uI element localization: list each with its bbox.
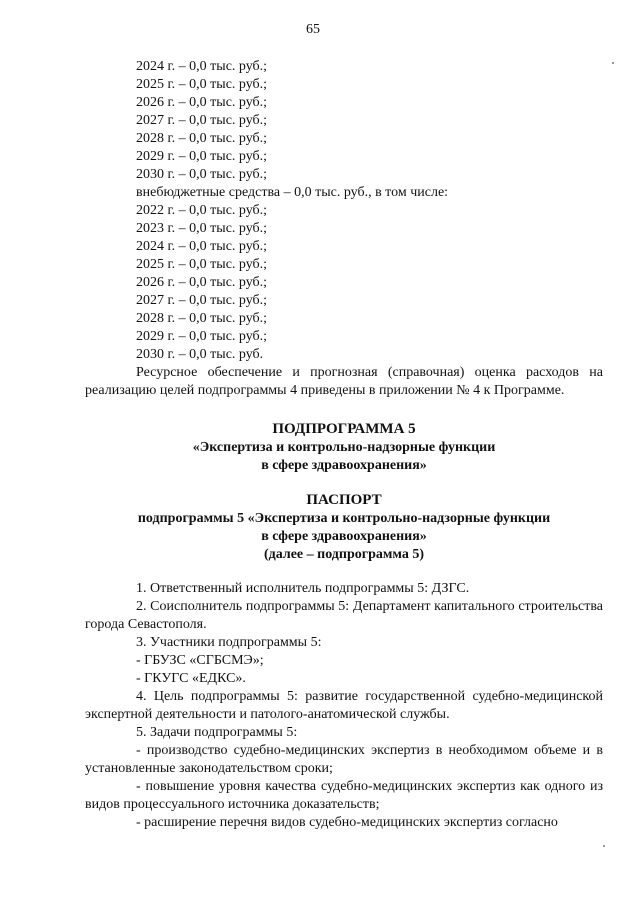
budget-line: 2023 г. – 0,0 тыс. руб.;	[136, 221, 268, 236]
subprogram-name-line: «Экспертиза и контрольно-надзорные функции	[192, 440, 496, 455]
passport-subtitle-line: в сфере здравоохранения»	[261, 529, 427, 544]
item-tasks: 5. Задачи подпрограммы 5:	[136, 725, 298, 740]
passport-title: ПАСПОРТ	[306, 492, 382, 508]
participant: - ГКУГС «ЕДКС».	[136, 671, 246, 686]
task: - производство судебно-медицинских экспертиз в необходимом объеме и в установленные законодательством сроки;	[85, 743, 603, 776]
resource-paragraph: Ресурсное обеспечение и прогнозная (справочная) оценка расходов на реализацию целей подпрограммы 4 приведены в приложении № 4 к Программе.	[85, 365, 603, 398]
scan-speck	[612, 62, 614, 64]
budget-line: 2029 г. – 0,0 тыс. руб.;	[136, 149, 268, 164]
budget-line: 2027 г. – 0,0 тыс. руб.;	[136, 293, 268, 308]
budget-line: 2030 г. – 0,0 тыс. руб.	[136, 347, 264, 362]
passport-heading	[85, 491, 603, 564]
passport-items	[85, 580, 603, 832]
task: - расширение перечня видов судебно-медицинских экспертиз согласно	[136, 815, 558, 830]
budget-line: 2028 г. – 0,0 тыс. руб.;	[136, 131, 268, 146]
participant: - ГБУЗС «СГБСМЭ»;	[136, 653, 264, 668]
page-content	[85, 58, 603, 832]
budget-list-top	[85, 58, 603, 184]
budget-list-extra	[85, 202, 603, 364]
budget-line: 2025 г. – 0,0 тыс. руб.;	[136, 77, 268, 92]
budget-line: 2030 г. – 0,0 тыс. руб.;	[136, 167, 268, 182]
budget-line: 2029 г. – 0,0 тыс. руб.;	[136, 329, 268, 344]
task: - повышение уровня качества судебно-медицинских экспертиз как одного из видов процессуального источника доказательств;	[85, 779, 603, 812]
subprogram-name-line: в сфере здравоохранения»	[261, 458, 427, 473]
item-participants: 3. Участники подпрограммы 5:	[136, 635, 322, 650]
budget-line: 2028 г. – 0,0 тыс. руб.;	[136, 311, 268, 326]
budget-line: 2026 г. – 0,0 тыс. руб.;	[136, 275, 268, 290]
extrabudget-heading: внебюджетные средства – 0,0 тыс. руб., в том числе:	[136, 185, 449, 200]
budget-line: 2026 г. – 0,0 тыс. руб.;	[136, 95, 268, 110]
budget-line: 2022 г. – 0,0 тыс. руб.;	[136, 203, 268, 218]
subprogram-heading	[85, 420, 603, 475]
subprogram-title: ПОДПРОГРАММА 5	[272, 421, 416, 437]
budget-line: 2024 г. – 0,0 тыс. руб.;	[136, 239, 268, 254]
item-goal: 4. Цель подпрограммы 5: развитие государственной судебно-медицинской экспертной деятельности и патолого-анатомической службы.	[85, 689, 603, 722]
budget-line: 2024 г. – 0,0 тыс. руб.;	[136, 59, 268, 74]
passport-subtitle-line: подпрограммы 5 «Экспертиза и контрольно-надзорные функции	[137, 511, 551, 526]
scan-speck	[603, 845, 605, 847]
passport-subtitle-line: (далее – подпрограмма 5)	[263, 547, 425, 562]
budget-line: 2025 г. – 0,0 тыс. руб.;	[136, 257, 268, 272]
item-co-executor: 2. Соисполнитель подпрограммы 5: Департамент капитального строительства города Севастополя.	[85, 599, 603, 632]
budget-line: 2027 г. – 0,0 тыс. руб.;	[136, 113, 268, 128]
item-responsible: 1. Ответственный исполнитель подпрограммы 5: ДЗГС.	[136, 581, 470, 596]
page-number: 65	[306, 22, 320, 37]
